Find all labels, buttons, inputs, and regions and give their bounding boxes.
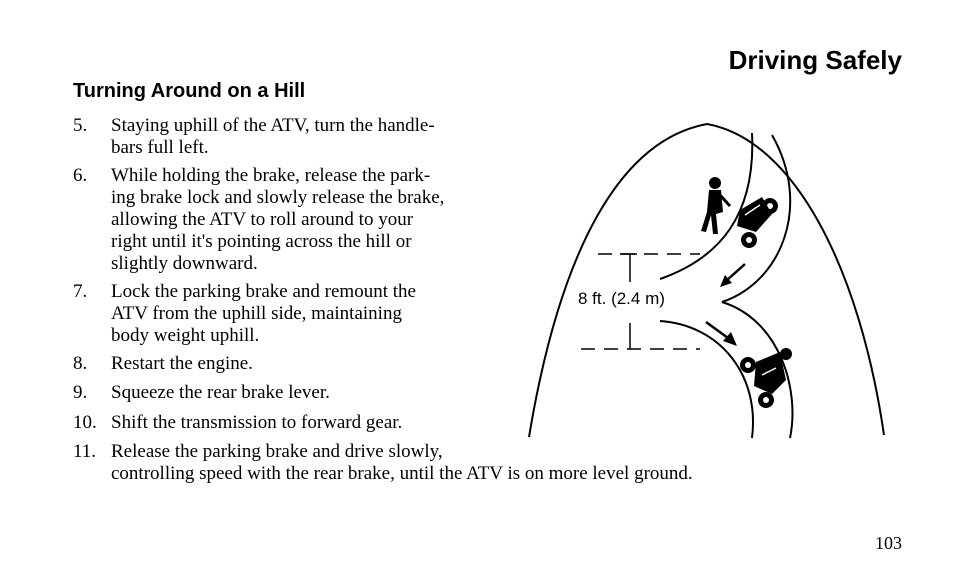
subsection-title: Turning Around on a Hill [73, 80, 306, 102]
arrow-shaft-lower [706, 322, 728, 338]
step-text-line: Shift the transmission to forward gear. [111, 412, 403, 433]
step-text-line: right until it's pointing across the hill or [111, 231, 412, 252]
step-text-line: ing brake lock and slowly release the brake, [111, 187, 445, 208]
step-number: 10. [73, 412, 97, 433]
section-title: Driving Safely [728, 45, 902, 75]
rider-standing-icon [701, 177, 730, 234]
step-text-line: Restart the engine. [111, 353, 253, 374]
step-number: 7. [73, 281, 88, 302]
arrow-shaft-upper [726, 264, 745, 281]
path-upper-left-edge [660, 133, 752, 279]
step-text-line: Release the parking brake and drive slowly, [111, 441, 443, 462]
path-lower-left-edge [660, 321, 753, 438]
atv-lower-icon [740, 348, 792, 408]
hill-outline [529, 124, 884, 437]
step-text-line: Lock the parking brake and remount the [111, 281, 416, 302]
step-text-line: Staying uphill of the ATV, turn the handle- [111, 115, 435, 136]
step-text-line: bars full left. [111, 137, 209, 158]
step-number: 9. [73, 382, 88, 403]
step-text-line: controlling speed with the rear brake, until the ATV is on more level ground. [111, 463, 693, 484]
dimension-label: 8 ft. (2.4 m) [578, 289, 665, 308]
step-text-line: body weight uphill. [111, 325, 260, 346]
step-text-line: ATV from the uphill side, maintaining [111, 303, 402, 324]
step-number: 8. [73, 353, 88, 374]
step-number: 6. [73, 165, 88, 186]
step-number: 11. [73, 441, 97, 462]
step-number: 5. [73, 115, 88, 136]
step-text-line: allowing the ATV to roll around to your [111, 209, 414, 230]
step-text-line: Squeeze the rear brake lever. [111, 382, 330, 403]
page-number: 103 [875, 533, 902, 553]
step-text-line: slightly downward. [111, 253, 258, 274]
arrow-head-lower [723, 332, 737, 346]
step-text-line: While holding the brake, release the park- [111, 165, 431, 186]
